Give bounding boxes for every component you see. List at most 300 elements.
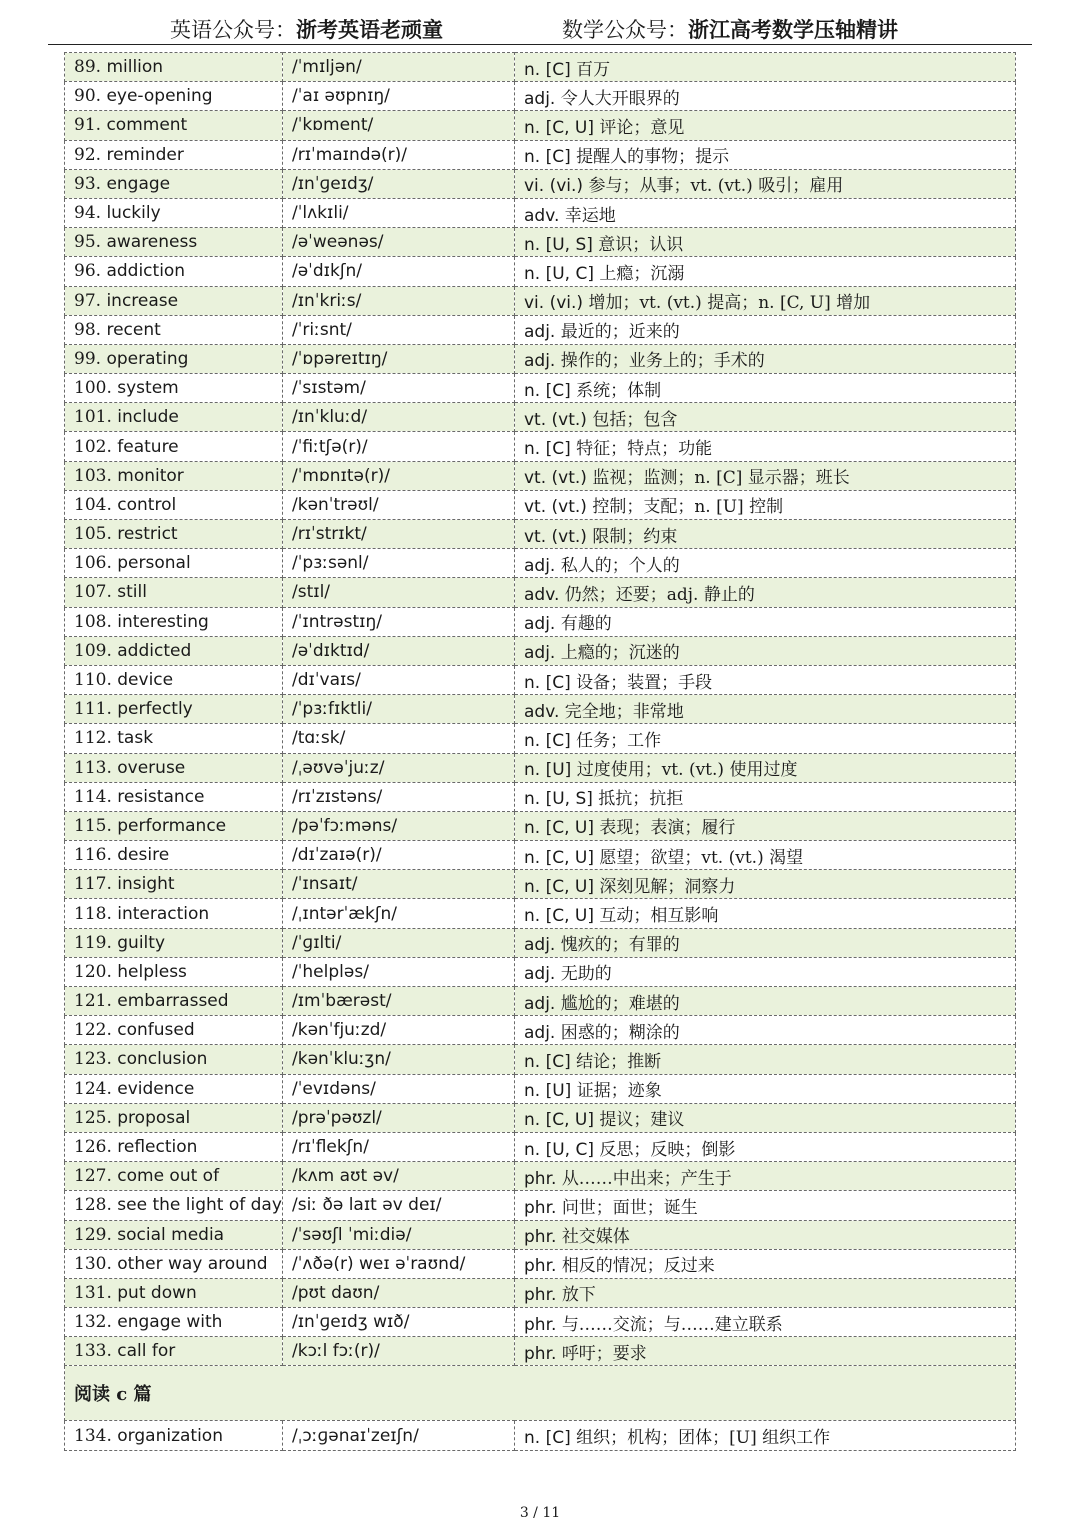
section-title: 阅读 c 篇: [65, 1366, 1016, 1421]
word-cell: [65, 549, 283, 578]
word-text: awareness: [106, 232, 198, 253]
word-number: 125.: [74, 1107, 112, 1128]
meaning-cell: [515, 1220, 1016, 1249]
vocab-row: [65, 607, 1016, 636]
chinese-meaning: 社交媒体: [561, 1227, 630, 1248]
phonetic-cell: /dɪˈzaɪə(r)/: [283, 841, 515, 870]
phonetic-cell: /rɪˈmaɪndə(r)/: [283, 140, 515, 169]
chinese-meaning: 最近的；近来的: [560, 322, 680, 343]
chinese-meaning: 提醒人的事物；提示: [576, 147, 730, 168]
word-number: 120.: [74, 961, 112, 982]
chinese-meaning: 系统；体制: [576, 380, 662, 401]
part-of-speech: n. [C, U]: [524, 876, 594, 897]
part-of-speech: n. [C]: [524, 1428, 571, 1449]
chinese-meaning: 增加；vt. (vt.) 提高；n. [C, U] 增加: [588, 293, 871, 314]
part-of-speech: n. [U]: [524, 1081, 572, 1102]
meaning-cell: [515, 432, 1016, 461]
part-of-speech: adv.: [524, 205, 560, 226]
meaning-cell: [515, 1191, 1016, 1220]
vocab-row: [65, 53, 1016, 82]
chinese-meaning: 幸运地: [564, 205, 616, 226]
chinese-meaning: 特征；特点；功能: [576, 439, 713, 460]
vocab-row: [65, 928, 1016, 957]
meaning-cell: [515, 344, 1016, 373]
phonetic-cell: /ˌɪntərˈækʃn/: [283, 899, 515, 928]
vocab-row: [65, 228, 1016, 257]
meaning-cell: [515, 520, 1016, 549]
vocab-row: [65, 695, 1016, 724]
part-of-speech: n. [U, S]: [524, 234, 593, 255]
meaning-cell: [515, 607, 1016, 636]
vocab-row: [65, 1278, 1016, 1307]
vocab-row: [65, 1220, 1016, 1249]
part-of-speech: adj.: [524, 935, 556, 956]
vocabulary-table-body: [65, 53, 1016, 1451]
word-text: engage: [106, 173, 171, 194]
vocab-row: [65, 1249, 1016, 1278]
part-of-speech: n. [C]: [524, 672, 571, 693]
word-text: million: [106, 57, 164, 78]
word-number: 101.: [74, 407, 112, 428]
vocab-row: [65, 111, 1016, 140]
word-number: 122.: [74, 1020, 112, 1041]
chinese-meaning: 深刻见解；洞察力: [599, 876, 736, 897]
meaning-cell: [515, 695, 1016, 724]
phonetic-cell: /tɑːsk/: [283, 724, 515, 753]
word-number: 121.: [74, 991, 112, 1012]
part-of-speech: vt. (vt.): [524, 468, 587, 489]
word-number: 132.: [74, 1312, 112, 1333]
chinese-meaning: 任务；工作: [576, 730, 662, 751]
chinese-meaning: 百万: [576, 59, 611, 80]
part-of-speech: phr.: [524, 1256, 557, 1277]
word-text: addicted: [117, 640, 192, 661]
meaning-cell: [515, 169, 1016, 198]
word-cell: [65, 987, 283, 1016]
phonetic-cell: /əˈdɪktɪd/: [283, 636, 515, 665]
part-of-speech: n. [C, U]: [524, 117, 594, 138]
part-of-speech: vt. (vt.): [524, 497, 587, 518]
word-cell: [65, 490, 283, 519]
phonetic-cell: /rɪˈzɪstəns/: [283, 782, 515, 811]
meaning-cell: [515, 1162, 1016, 1191]
part-of-speech: phr.: [524, 1343, 557, 1364]
word-cell: [65, 1191, 283, 1220]
part-of-speech: phr.: [524, 1227, 557, 1248]
phonetic-cell: /kɔːl fɔː(r)/: [283, 1337, 515, 1366]
word-cell: [65, 1103, 283, 1132]
word-number: 112.: [74, 728, 112, 749]
word-cell: [65, 928, 283, 957]
vocab-row: [65, 724, 1016, 753]
phonetic-cell: /ˈɪntrəstɪŋ/: [283, 607, 515, 636]
phonetic-cell: /ˌəʊvəˈjuːz/: [283, 753, 515, 782]
meaning-cell: [515, 1103, 1016, 1132]
meaning-cell: [515, 286, 1016, 315]
chinese-meaning: 抵抗；抗拒: [598, 789, 684, 810]
vocab-row: [65, 1045, 1016, 1074]
part-of-speech: phr.: [524, 1314, 557, 1335]
word-text: operating: [106, 348, 189, 369]
word-number: 103.: [74, 465, 112, 486]
word-text: personal: [117, 553, 191, 574]
chinese-meaning: 操作的；业务上的；手术的: [560, 351, 765, 372]
meaning-cell: [515, 374, 1016, 403]
word-number: 131.: [74, 1282, 112, 1303]
vocab-row: [65, 549, 1016, 578]
meaning-cell: [515, 841, 1016, 870]
page-number: 3 / 11: [519, 1505, 561, 1521]
word-cell: [65, 461, 283, 490]
phonetic-cell: /rɪˈflekʃn/: [283, 1132, 515, 1161]
word-number: 118.: [74, 903, 112, 924]
vocab-row: [65, 987, 1016, 1016]
phonetic-cell: /ˈmɪljən/: [283, 53, 515, 82]
chinese-meaning: 监视；监测；n. [C] 显示器；班长: [592, 468, 850, 489]
part-of-speech: n. [C, U]: [524, 847, 594, 868]
meaning-cell: [515, 403, 1016, 432]
vocab-row: [65, 520, 1016, 549]
word-cell: [65, 841, 283, 870]
vocab-row: [65, 841, 1016, 870]
word-number: 102.: [74, 436, 112, 457]
meaning-cell: [515, 782, 1016, 811]
vocab-row: [65, 811, 1016, 840]
phonetic-cell: /ˈevɪdəns/: [283, 1074, 515, 1103]
word-text: guilty: [117, 932, 166, 953]
chinese-meaning: 控制；支配；n. [U] 控制: [592, 497, 784, 518]
vocab-row: [65, 957, 1016, 986]
meaning-cell: [515, 82, 1016, 111]
word-text: reflection: [117, 1137, 198, 1158]
vocab-row: [65, 578, 1016, 607]
phonetic-cell: /ˈɪnsaɪt/: [283, 870, 515, 899]
word-cell: [65, 899, 283, 928]
word-cell: [65, 1162, 283, 1191]
meaning-cell: [515, 987, 1016, 1016]
word-number: 97.: [74, 290, 102, 311]
word-cell: [65, 374, 283, 403]
math-account-name: 浙江高考数学压轴精讲: [688, 17, 898, 42]
part-of-speech: adj.: [524, 1022, 556, 1043]
part-of-speech: adv.: [524, 701, 560, 722]
vocab-row: [65, 198, 1016, 227]
section-row: [65, 1366, 1016, 1421]
page-header: [48, 10, 1032, 45]
meaning-cell: [515, 724, 1016, 753]
word-text: other way around: [117, 1253, 268, 1274]
part-of-speech: adj.: [524, 643, 556, 664]
part-of-speech: n. [C]: [524, 380, 571, 401]
word-cell: [65, 1132, 283, 1161]
word-number: 123.: [74, 1049, 112, 1070]
phonetic-cell: /pəˈfɔːməns/: [283, 811, 515, 840]
word-text: include: [117, 407, 179, 428]
meaning-cell: [515, 578, 1016, 607]
word-text: desire: [117, 845, 170, 866]
phonetic-cell: /ˈriːsnt/: [283, 315, 515, 344]
phonetic-cell: /ɪnˈkriːs/: [283, 286, 515, 315]
word-text: feature: [117, 436, 179, 457]
chinese-meaning: 愧疚的；有罪的: [560, 935, 680, 956]
meaning-cell: [515, 228, 1016, 257]
part-of-speech: adj.: [524, 351, 556, 372]
word-text: call for: [117, 1341, 176, 1362]
chinese-meaning: 设备；装置；手段: [576, 672, 713, 693]
chinese-meaning: 从……中出来；产生于: [561, 1168, 732, 1189]
vocab-row: [65, 636, 1016, 665]
word-text: insight: [117, 874, 175, 895]
phonetic-cell: /ɪmˈbærəst/: [283, 987, 515, 1016]
word-number: 106.: [74, 553, 112, 574]
word-number: 119.: [74, 932, 112, 953]
chinese-meaning: 放下: [561, 1285, 596, 1306]
vocab-row: [65, 1132, 1016, 1161]
chinese-meaning: 提议；建议: [599, 1110, 685, 1131]
part-of-speech: n. [C]: [524, 439, 571, 460]
word-number: 90.: [74, 86, 102, 107]
word-cell: [65, 753, 283, 782]
word-text: overuse: [117, 757, 186, 778]
meaning-cell: [515, 198, 1016, 227]
word-number: 108.: [74, 611, 112, 632]
word-number: 115.: [74, 815, 112, 836]
phonetic-cell: /ɪnˈɡeɪdʒ wɪð/: [283, 1308, 515, 1337]
word-text: device: [117, 670, 174, 691]
word-number: 107.: [74, 582, 112, 603]
vocab-row: [65, 1421, 1016, 1450]
chinese-meaning: 评论；意见: [599, 117, 685, 138]
vocab-row: [65, 665, 1016, 694]
word-text: helpless: [117, 961, 187, 982]
chinese-meaning: 结论；推断: [576, 1051, 662, 1072]
meaning-cell: [515, 1308, 1016, 1337]
word-text: organization: [117, 1425, 223, 1446]
chinese-meaning: 参与；从事；vt. (vt.) 吸引；雇用: [588, 176, 844, 197]
word-cell: [65, 286, 283, 315]
word-cell: [65, 607, 283, 636]
word-cell: [65, 1278, 283, 1307]
word-number: 111.: [74, 699, 112, 720]
phonetic-cell: /ˈɒpəreɪtɪŋ/: [283, 344, 515, 373]
word-text: performance: [117, 815, 227, 836]
word-text: come out of: [117, 1166, 220, 1187]
word-number: 129.: [74, 1224, 112, 1245]
phonetic-cell: /kənˈkluːʒn/: [283, 1045, 515, 1074]
vocab-row: [65, 374, 1016, 403]
meaning-cell: [515, 957, 1016, 986]
part-of-speech: phr.: [524, 1197, 557, 1218]
english-account-name: 浙考英语老顽童: [296, 17, 443, 42]
word-number: 126.: [74, 1137, 112, 1158]
chinese-meaning: 尴尬的；难堪的: [560, 993, 680, 1014]
word-cell: [65, 140, 283, 169]
meaning-cell: [515, 1421, 1016, 1450]
word-text: increase: [106, 290, 179, 311]
math-account-label: 数学公众号：: [562, 18, 688, 42]
word-number: 98.: [74, 319, 102, 340]
word-cell: [65, 695, 283, 724]
phonetic-cell: /kənˈfjuːzd/: [283, 1016, 515, 1045]
part-of-speech: adj.: [524, 555, 556, 576]
math-account: [562, 14, 898, 44]
word-number: 91.: [74, 115, 102, 136]
phonetic-cell: /ˈaɪ əʊpnɪŋ/: [283, 82, 515, 111]
meaning-cell: [515, 53, 1016, 82]
word-cell: [65, 1220, 283, 1249]
vocab-row: [65, 82, 1016, 111]
phonetic-cell: /ˈsɪstəm/: [283, 374, 515, 403]
word-number: 134.: [74, 1425, 112, 1446]
word-cell: [65, 228, 283, 257]
word-number: 110.: [74, 670, 112, 691]
word-cell: [65, 169, 283, 198]
word-cell: [65, 636, 283, 665]
phonetic-cell: /əˈweənəs/: [283, 228, 515, 257]
word-text: put down: [117, 1282, 197, 1303]
english-account-label: 英语公众号：: [170, 18, 296, 42]
phonetic-cell: /ˌɔːɡənaɪˈzeɪʃn/: [283, 1421, 515, 1450]
word-number: 100.: [74, 378, 112, 399]
vocab-row: [65, 899, 1016, 928]
vocab-row: [65, 490, 1016, 519]
phonetic-cell: /ɪnˈɡeɪdʒ/: [283, 169, 515, 198]
word-text: social media: [117, 1224, 225, 1245]
vocab-row: [65, 286, 1016, 315]
word-cell: [65, 665, 283, 694]
word-text: still: [117, 582, 147, 603]
meaning-cell: [515, 899, 1016, 928]
phonetic-cell: /ˈfiːtʃə(r)/: [283, 432, 515, 461]
vocab-row: [65, 1308, 1016, 1337]
meaning-cell: [515, 111, 1016, 140]
vocab-row: [65, 257, 1016, 286]
word-text: confused: [117, 1020, 195, 1041]
part-of-speech: n. [U, C]: [524, 1139, 594, 1160]
word-cell: [65, 198, 283, 227]
meaning-cell: [515, 549, 1016, 578]
word-number: 105.: [74, 524, 112, 545]
word-text: restrict: [117, 524, 178, 545]
chinese-meaning: 包括；包含: [592, 409, 678, 430]
phonetic-cell: /dɪˈvaɪs/: [283, 665, 515, 694]
part-of-speech: vt. (vt.): [524, 409, 587, 430]
meaning-cell: [515, 490, 1016, 519]
chinese-meaning: 互动；相互影响: [599, 906, 719, 927]
word-cell: [65, 1308, 283, 1337]
chinese-meaning: 意识；认识: [598, 234, 684, 255]
chinese-meaning: 有趣的: [560, 614, 612, 635]
word-text: comment: [106, 115, 188, 136]
chinese-meaning: 困惑的；糊涂的: [560, 1022, 680, 1043]
phonetic-cell: /ˈpɜːsənl/: [283, 549, 515, 578]
part-of-speech: vt. (vt.): [524, 526, 587, 547]
word-text: system: [117, 378, 179, 399]
word-number: 94.: [74, 203, 102, 224]
word-cell: [65, 432, 283, 461]
word-number: 99.: [74, 348, 102, 369]
phonetic-cell: /prəˈpəʊzl/: [283, 1103, 515, 1132]
chinese-meaning: 上瘾的；沉迷的: [560, 643, 680, 664]
word-number: 113.: [74, 757, 112, 778]
word-number: 95.: [74, 232, 102, 253]
phonetic-cell: /ˈlʌkɪli/: [283, 198, 515, 227]
word-number: 96.: [74, 261, 102, 282]
meaning-cell: [515, 461, 1016, 490]
part-of-speech: n. [C]: [524, 1051, 571, 1072]
word-cell: [65, 724, 283, 753]
word-cell: [65, 257, 283, 286]
vocab-row: [65, 753, 1016, 782]
chinese-meaning: 呼吁；要求: [561, 1343, 647, 1364]
phonetic-cell: /ˈmɒnɪtə(r)/: [283, 461, 515, 490]
part-of-speech: vi. (vi.): [524, 293, 584, 314]
word-text: conclusion: [117, 1049, 208, 1070]
part-of-speech: phr.: [524, 1168, 557, 1189]
word-number: 89.: [74, 57, 102, 78]
vocab-row: [65, 1016, 1016, 1045]
word-cell: [65, 1249, 283, 1278]
word-cell: [65, 315, 283, 344]
word-text: task: [117, 728, 154, 749]
word-text: recent: [106, 319, 161, 340]
chinese-meaning: 问世；面世；诞生: [561, 1197, 698, 1218]
word-number: 109.: [74, 640, 112, 661]
word-text: resistance: [117, 786, 205, 807]
word-text: proposal: [117, 1107, 191, 1128]
meaning-cell: [515, 811, 1016, 840]
word-number: 104.: [74, 494, 112, 515]
chinese-meaning: 无助的: [560, 964, 612, 985]
phonetic-cell: /pʊt daʊn/: [283, 1278, 515, 1307]
part-of-speech: n. [C]: [524, 730, 571, 751]
meaning-cell: [515, 1074, 1016, 1103]
word-number: 116.: [74, 845, 112, 866]
part-of-speech: n. [U]: [524, 760, 572, 781]
chinese-meaning: 相反的情况；反过来: [561, 1256, 715, 1277]
word-number: 92.: [74, 144, 102, 165]
chinese-meaning: 令人大开眼界的: [560, 88, 680, 109]
part-of-speech: n. [C, U]: [524, 1110, 594, 1131]
word-text: embarrassed: [117, 991, 229, 1012]
phonetic-cell: /əˈdɪkʃn/: [283, 257, 515, 286]
word-text: interesting: [117, 611, 209, 632]
word-cell: [65, 870, 283, 899]
meaning-cell: [515, 257, 1016, 286]
part-of-speech: adv.: [524, 584, 560, 605]
meaning-cell: [515, 1132, 1016, 1161]
word-cell: [65, 1045, 283, 1074]
vocab-row: [65, 461, 1016, 490]
word-number: 114.: [74, 786, 112, 807]
vocab-row: [65, 315, 1016, 344]
meaning-cell: [515, 665, 1016, 694]
phonetic-cell: /ˈʌðə(r) weɪ əˈraʊnd/: [283, 1249, 515, 1278]
english-account: [170, 14, 443, 44]
meaning-cell: [515, 1045, 1016, 1074]
part-of-speech: n. [U, S]: [524, 789, 593, 810]
part-of-speech: adj.: [524, 964, 556, 985]
vocab-row: [65, 1074, 1016, 1103]
word-cell: [65, 111, 283, 140]
chinese-meaning: 组织；机构；团体；[U] 组织工作: [576, 1428, 831, 1449]
word-text: see the light of day: [117, 1195, 282, 1216]
phonetic-cell: /kənˈtrəʊl/: [283, 490, 515, 519]
vocab-row: [65, 1337, 1016, 1366]
part-of-speech: adj.: [524, 322, 556, 343]
chinese-meaning: 愿望；欲望；vt. (vt.) 渴望: [599, 847, 804, 868]
part-of-speech: n. [C, U]: [524, 818, 594, 839]
